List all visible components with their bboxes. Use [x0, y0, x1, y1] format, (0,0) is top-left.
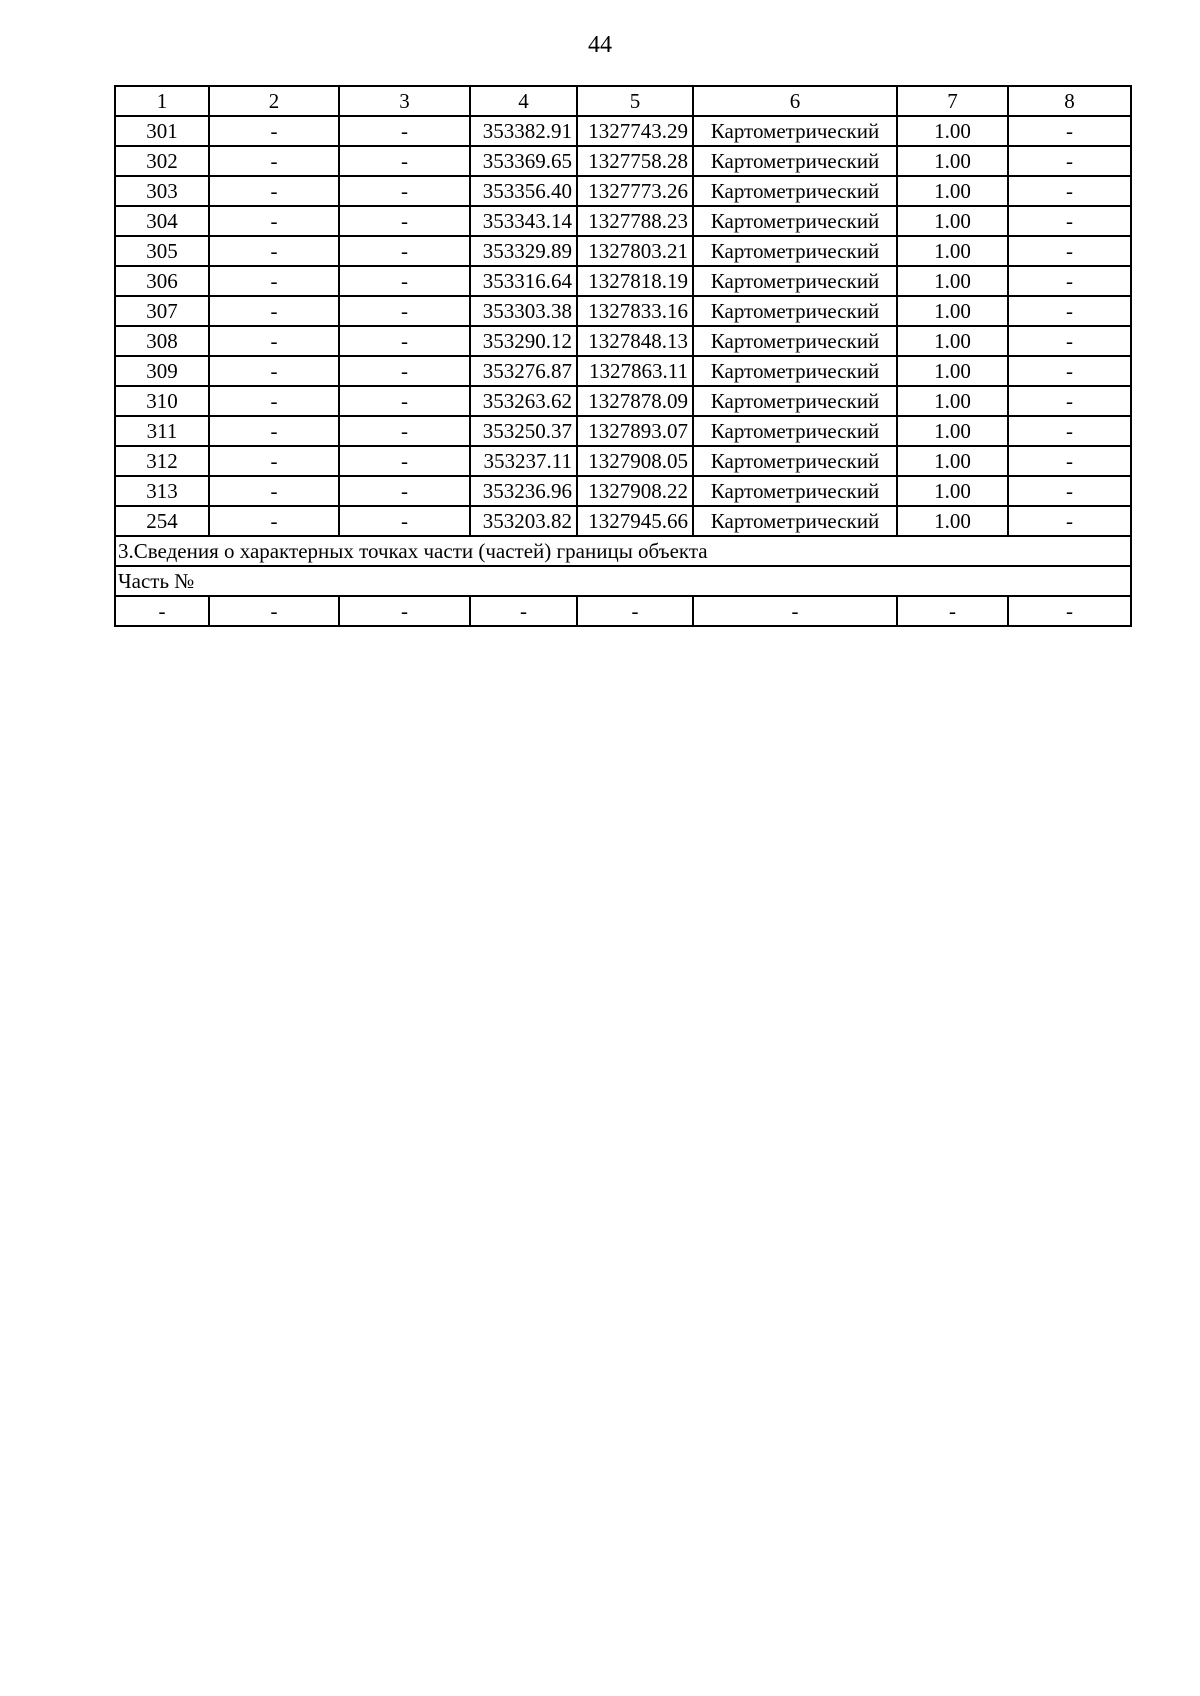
- accuracy-cell: 1.00: [897, 386, 1008, 416]
- accuracy-cell: 1.00: [897, 446, 1008, 476]
- empty-cell: -: [209, 596, 339, 626]
- empty-cell: -: [115, 596, 209, 626]
- method-cell: Картометрический: [693, 416, 897, 446]
- col8-cell: -: [1008, 296, 1131, 326]
- col3-cell: -: [339, 476, 470, 506]
- col3-cell: -: [339, 506, 470, 536]
- accuracy-cell: 1.00: [897, 266, 1008, 296]
- col2-cell: -: [209, 146, 339, 176]
- accuracy-cell: 1.00: [897, 506, 1008, 536]
- col8-cell: -: [1008, 476, 1131, 506]
- accuracy-cell: 1.00: [897, 176, 1008, 206]
- col2-cell: -: [209, 446, 339, 476]
- header-cell: 1: [115, 86, 209, 116]
- x-coordinate-cell: 353329.89: [470, 236, 577, 266]
- table-row: [115, 206, 1131, 236]
- col8-cell: -: [1008, 506, 1131, 536]
- accuracy-cell: 1.00: [897, 206, 1008, 236]
- method-cell: Картометрический: [693, 176, 897, 206]
- col8-cell: -: [1008, 416, 1131, 446]
- accuracy-cell: 1.00: [897, 356, 1008, 386]
- col8-cell: -: [1008, 206, 1131, 236]
- y-coordinate-cell: 1327818.19: [577, 266, 693, 296]
- col8-cell: -: [1008, 446, 1131, 476]
- table-row: [115, 266, 1131, 296]
- col3-cell: -: [339, 266, 470, 296]
- point-number-cell: 302: [115, 146, 209, 176]
- method-cell: Картометрический: [693, 476, 897, 506]
- header-cell: 2: [209, 86, 339, 116]
- col2-cell: -: [209, 176, 339, 206]
- col3-cell: -: [339, 206, 470, 236]
- col3-cell: -: [339, 386, 470, 416]
- table-row: [115, 236, 1131, 266]
- col8-cell: -: [1008, 266, 1131, 296]
- col2-cell: -: [209, 356, 339, 386]
- col8-cell: -: [1008, 236, 1131, 266]
- accuracy-cell: 1.00: [897, 476, 1008, 506]
- method-cell: Картометрический: [693, 116, 897, 146]
- accuracy-cell: 1.00: [897, 116, 1008, 146]
- x-coordinate-cell: 353263.62: [470, 386, 577, 416]
- table-row: [115, 416, 1131, 446]
- col8-cell: -: [1008, 176, 1131, 206]
- method-cell: Картометрический: [693, 236, 897, 266]
- col2-cell: -: [209, 266, 339, 296]
- col3-cell: -: [339, 446, 470, 476]
- col3-cell: -: [339, 326, 470, 356]
- point-number-cell: 309: [115, 356, 209, 386]
- empty-cell: -: [470, 596, 577, 626]
- accuracy-cell: 1.00: [897, 416, 1008, 446]
- y-coordinate-cell: 1327893.07: [577, 416, 693, 446]
- accuracy-cell: 1.00: [897, 146, 1008, 176]
- table-header-row: [115, 86, 1131, 116]
- y-coordinate-cell: 1327743.29: [577, 116, 693, 146]
- y-coordinate-cell: 1327758.28: [577, 146, 693, 176]
- point-number-cell: 303: [115, 176, 209, 206]
- accuracy-cell: 1.00: [897, 236, 1008, 266]
- col8-cell: -: [1008, 356, 1131, 386]
- table-row: [115, 146, 1131, 176]
- section-title: 3.Сведения о характерных точках части (частей) границы объекта: [115, 536, 1131, 566]
- col2-cell: -: [209, 506, 339, 536]
- table-row: [115, 176, 1131, 206]
- y-coordinate-cell: 1327803.21: [577, 236, 693, 266]
- part-label: Часть №: [115, 566, 1131, 596]
- point-number-cell: 308: [115, 326, 209, 356]
- header-cell: 3: [339, 86, 470, 116]
- col3-cell: -: [339, 176, 470, 206]
- x-coordinate-cell: 353237.11: [470, 446, 577, 476]
- empty-cell: -: [1008, 596, 1131, 626]
- x-coordinate-cell: 353250.37: [470, 416, 577, 446]
- point-number-cell: 305: [115, 236, 209, 266]
- empty-cell: -: [577, 596, 693, 626]
- x-coordinate-cell: 353343.14: [470, 206, 577, 236]
- y-coordinate-cell: 1327908.22: [577, 476, 693, 506]
- point-number-cell: 301: [115, 116, 209, 146]
- method-cell: Картометрический: [693, 296, 897, 326]
- method-cell: Картометрический: [693, 446, 897, 476]
- method-cell: Картометрический: [693, 206, 897, 236]
- method-cell: Картометрический: [693, 506, 897, 536]
- col3-cell: -: [339, 236, 470, 266]
- col8-cell: -: [1008, 146, 1131, 176]
- accuracy-cell: 1.00: [897, 326, 1008, 356]
- col2-cell: -: [209, 386, 339, 416]
- point-number-cell: 307: [115, 296, 209, 326]
- point-number-cell: 304: [115, 206, 209, 236]
- table-row: [115, 356, 1131, 386]
- part-label-row: [115, 566, 1131, 596]
- point-number-cell: 306: [115, 266, 209, 296]
- col2-cell: -: [209, 296, 339, 326]
- table-row: [115, 386, 1131, 416]
- col3-cell: -: [339, 146, 470, 176]
- y-coordinate-cell: 1327788.23: [577, 206, 693, 236]
- section-title-row: [115, 536, 1131, 566]
- point-number-cell: 312: [115, 446, 209, 476]
- y-coordinate-cell: 1327908.05: [577, 446, 693, 476]
- col8-cell: -: [1008, 386, 1131, 416]
- y-coordinate-cell: 1327945.66: [577, 506, 693, 536]
- page-number: 44: [588, 32, 612, 58]
- col2-cell: -: [209, 116, 339, 146]
- accuracy-cell: 1.00: [897, 296, 1008, 326]
- method-cell: Картометрический: [693, 356, 897, 386]
- col3-cell: -: [339, 116, 470, 146]
- table-row: [115, 476, 1131, 506]
- col3-cell: -: [339, 416, 470, 446]
- table-row: [115, 296, 1131, 326]
- method-cell: Картометрический: [693, 146, 897, 176]
- x-coordinate-cell: 353203.82: [470, 506, 577, 536]
- header-cell: 5: [577, 86, 693, 116]
- header-cell: 7: [897, 86, 1008, 116]
- table-row: [115, 506, 1131, 536]
- col3-cell: -: [339, 356, 470, 386]
- table-body: [115, 86, 1131, 626]
- y-coordinate-cell: 1327833.16: [577, 296, 693, 326]
- table-row: [115, 446, 1131, 476]
- point-number-cell: 313: [115, 476, 209, 506]
- col8-cell: -: [1008, 326, 1131, 356]
- x-coordinate-cell: 353236.96: [470, 476, 577, 506]
- table-row: [115, 326, 1131, 356]
- method-cell: Картометрический: [693, 266, 897, 296]
- y-coordinate-cell: 1327863.11: [577, 356, 693, 386]
- coordinates-table: [114, 85, 1132, 627]
- header-cell: 4: [470, 86, 577, 116]
- empty-cell: -: [693, 596, 897, 626]
- x-coordinate-cell: 353369.65: [470, 146, 577, 176]
- point-number-cell: 311: [115, 416, 209, 446]
- header-cell: 8: [1008, 86, 1131, 116]
- col2-cell: -: [209, 416, 339, 446]
- header-cell: 6: [693, 86, 897, 116]
- col8-cell: -: [1008, 116, 1131, 146]
- y-coordinate-cell: 1327773.26: [577, 176, 693, 206]
- table-row: [115, 116, 1131, 146]
- x-coordinate-cell: 353356.40: [470, 176, 577, 206]
- col3-cell: -: [339, 296, 470, 326]
- empty-part-row: [115, 596, 1131, 626]
- x-coordinate-cell: 353316.64: [470, 266, 577, 296]
- x-coordinate-cell: 353303.38: [470, 296, 577, 326]
- point-number-cell: 310: [115, 386, 209, 416]
- col2-cell: -: [209, 236, 339, 266]
- method-cell: Картометрический: [693, 386, 897, 416]
- x-coordinate-cell: 353290.12: [470, 326, 577, 356]
- y-coordinate-cell: 1327878.09: [577, 386, 693, 416]
- method-cell: Картометрический: [693, 326, 897, 356]
- empty-cell: -: [339, 596, 470, 626]
- col2-cell: -: [209, 326, 339, 356]
- col2-cell: -: [209, 206, 339, 236]
- empty-cell: -: [897, 596, 1008, 626]
- x-coordinate-cell: 353382.91: [470, 116, 577, 146]
- point-number-cell: 254: [115, 506, 209, 536]
- y-coordinate-cell: 1327848.13: [577, 326, 693, 356]
- col2-cell: -: [209, 476, 339, 506]
- x-coordinate-cell: 353276.87: [470, 356, 577, 386]
